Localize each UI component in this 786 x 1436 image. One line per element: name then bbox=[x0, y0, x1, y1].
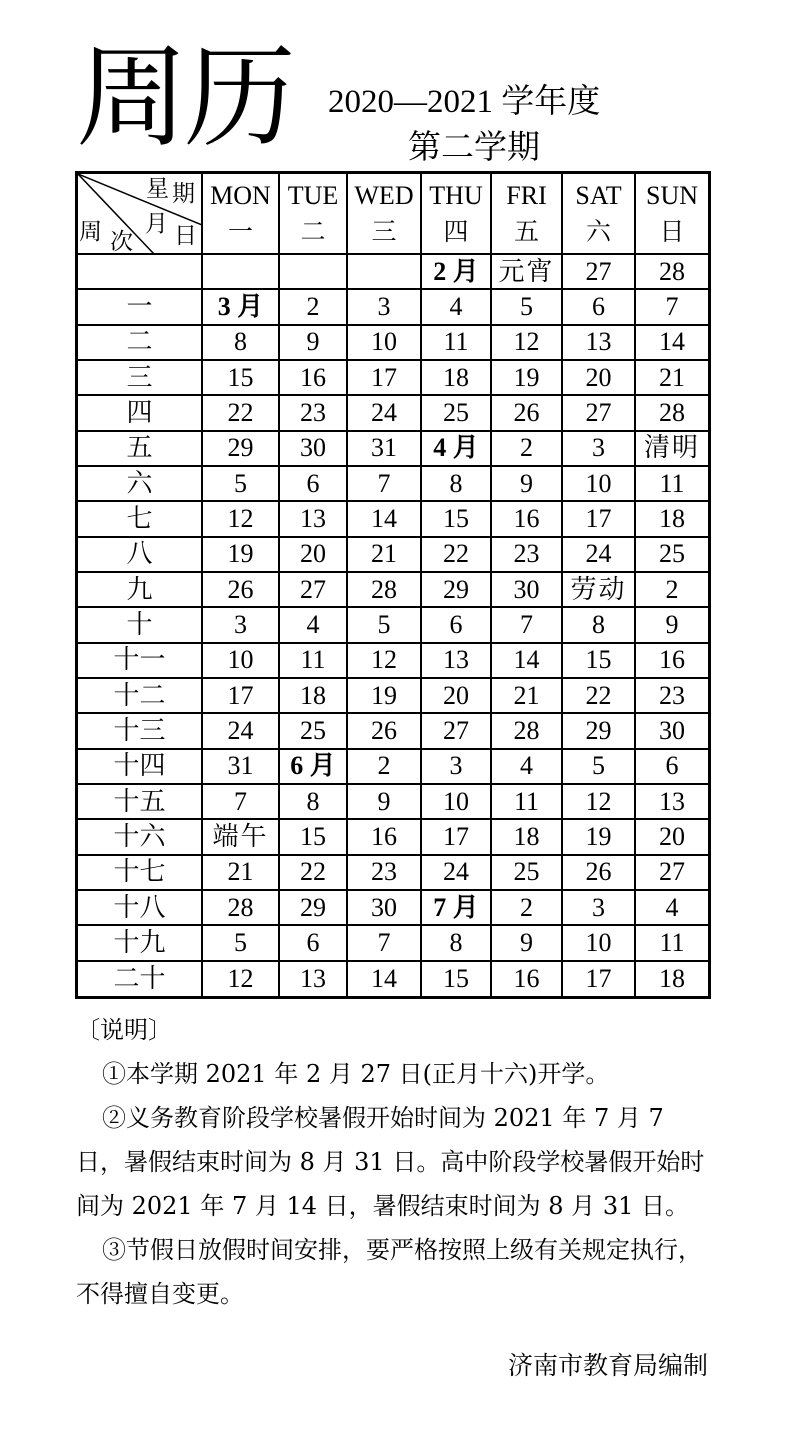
week-number-cell: 五 bbox=[78, 431, 202, 466]
day-cell: 29 bbox=[562, 713, 635, 748]
day-cell: 9 bbox=[635, 607, 708, 642]
week-number-cell: 九 bbox=[78, 572, 202, 607]
holiday-cell: 端午 bbox=[202, 819, 279, 854]
day-cell: 24 bbox=[202, 713, 279, 748]
day-cell: 18 bbox=[421, 360, 491, 395]
day-cell: 30 bbox=[635, 713, 708, 748]
day-cell: 26 bbox=[347, 713, 421, 748]
day-cell: 7 bbox=[347, 925, 421, 960]
column-header-mon: MON 一 bbox=[202, 174, 279, 254]
week-row bbox=[78, 395, 708, 430]
week-row bbox=[78, 572, 708, 607]
week-row bbox=[78, 466, 708, 501]
day-cell: 31 bbox=[347, 431, 421, 466]
day-cell: 9 bbox=[491, 466, 562, 501]
page-title: 周历 bbox=[76, 33, 292, 163]
day-cell: 20 bbox=[279, 537, 347, 572]
day-cell: 21 bbox=[347, 537, 421, 572]
academic-year-title: 2020—2021 学年度 bbox=[328, 84, 601, 120]
corner-label-day: 日 bbox=[174, 223, 197, 249]
day-cell: 22 bbox=[562, 678, 635, 713]
day-cell: 8 bbox=[279, 784, 347, 819]
day-cell: 13 bbox=[635, 784, 708, 819]
day-cell: 10 bbox=[347, 325, 421, 360]
day-cell: 5 bbox=[562, 749, 635, 784]
day-cell: 14 bbox=[347, 501, 421, 536]
day-cell: 18 bbox=[279, 678, 347, 713]
day-cell: 6 bbox=[279, 466, 347, 501]
day-cell: 2 bbox=[491, 431, 562, 466]
day-cell: 5 bbox=[202, 925, 279, 960]
day-cell: 10 bbox=[202, 643, 279, 678]
day-cell: 25 bbox=[635, 537, 708, 572]
day-cell: 13 bbox=[279, 501, 347, 536]
day-cell: 6 bbox=[635, 749, 708, 784]
day-cell: 12 bbox=[202, 961, 279, 996]
day-cell: 30 bbox=[491, 572, 562, 607]
day-cell bbox=[347, 254, 421, 289]
week-number-cell bbox=[78, 254, 202, 289]
corner-label-ci: 次 bbox=[110, 229, 133, 254]
day-cell: 27 bbox=[562, 395, 635, 430]
note-item-1: ①本学期 2021 年 2 月 27 日(正月十六)开学。 bbox=[102, 1060, 610, 1088]
day-cell: 20 bbox=[562, 360, 635, 395]
holiday-cell: 劳动 bbox=[562, 572, 635, 607]
week-number-cell: 二 bbox=[78, 325, 202, 360]
day-cell: 17 bbox=[562, 501, 635, 536]
day-cell: 8 bbox=[421, 466, 491, 501]
day-cell: 25 bbox=[421, 395, 491, 430]
day-cell: 13 bbox=[279, 961, 347, 996]
week-number-cell: 四 bbox=[78, 395, 202, 430]
day-cell: 19 bbox=[491, 360, 562, 395]
day-cell: 21 bbox=[491, 678, 562, 713]
day-cell: 24 bbox=[421, 855, 491, 890]
day-cell: 7 bbox=[202, 784, 279, 819]
day-cell: 7 bbox=[347, 466, 421, 501]
day-cell: 17 bbox=[347, 360, 421, 395]
week-number-cell: 十 bbox=[78, 607, 202, 642]
day-cell: 6 bbox=[279, 925, 347, 960]
month-start-cell: 6 月 bbox=[279, 749, 347, 784]
month-start-cell: 3 月 bbox=[202, 289, 279, 324]
week-calendar-table bbox=[75, 171, 711, 999]
week-number-cell: 一 bbox=[78, 289, 202, 324]
day-cell: 29 bbox=[202, 431, 279, 466]
day-cell: 13 bbox=[421, 643, 491, 678]
day-cell: 23 bbox=[279, 395, 347, 430]
week-number-cell: 八 bbox=[78, 537, 202, 572]
day-cell: 19 bbox=[202, 537, 279, 572]
day-cell: 4 bbox=[421, 289, 491, 324]
month-start-cell: 2 月 bbox=[421, 254, 491, 289]
holiday-cell: 清明 bbox=[635, 431, 708, 466]
day-cell: 7 bbox=[635, 289, 708, 324]
day-cell: 6 bbox=[562, 289, 635, 324]
week-number-cell: 六 bbox=[78, 466, 202, 501]
week-number-cell: 十八 bbox=[78, 890, 202, 925]
week-row bbox=[78, 431, 708, 466]
week-number-cell: 三 bbox=[78, 360, 202, 395]
day-cell: 10 bbox=[562, 466, 635, 501]
day-cell: 24 bbox=[347, 395, 421, 430]
day-cell: 3 bbox=[202, 607, 279, 642]
week-row bbox=[78, 360, 708, 395]
day-cell bbox=[279, 254, 347, 289]
day-cell: 26 bbox=[202, 572, 279, 607]
week-number-cell: 十五 bbox=[78, 784, 202, 819]
week-row bbox=[78, 501, 708, 536]
day-cell: 21 bbox=[635, 360, 708, 395]
corner-label-zhou: 周 bbox=[79, 219, 102, 245]
week-number-cell: 十九 bbox=[78, 925, 202, 960]
day-cell: 15 bbox=[202, 360, 279, 395]
day-cell: 29 bbox=[421, 572, 491, 607]
day-cell: 28 bbox=[347, 572, 421, 607]
day-cell: 27 bbox=[421, 713, 491, 748]
day-cell: 10 bbox=[562, 925, 635, 960]
day-cell: 15 bbox=[421, 961, 491, 996]
day-cell: 3 bbox=[421, 749, 491, 784]
day-cell: 3 bbox=[562, 890, 635, 925]
day-cell: 19 bbox=[347, 678, 421, 713]
month-start-cell: 7 月 bbox=[421, 890, 491, 925]
holiday-cell: 元宵 bbox=[491, 254, 562, 289]
week-row bbox=[78, 607, 708, 642]
day-cell: 18 bbox=[635, 501, 708, 536]
day-cell: 27 bbox=[562, 254, 635, 289]
day-cell: 20 bbox=[421, 678, 491, 713]
week-number-cell: 十六 bbox=[78, 819, 202, 854]
day-cell: 17 bbox=[562, 961, 635, 996]
day-cell: 16 bbox=[635, 643, 708, 678]
week-row bbox=[78, 537, 708, 572]
day-cell: 16 bbox=[491, 961, 562, 996]
corner-label-qi: 期 bbox=[172, 181, 195, 207]
day-cell bbox=[202, 254, 279, 289]
week-number-cell: 十三 bbox=[78, 713, 202, 748]
day-cell: 23 bbox=[347, 855, 421, 890]
week-row bbox=[78, 289, 708, 324]
day-cell: 16 bbox=[347, 819, 421, 854]
week-number-cell: 十七 bbox=[78, 855, 202, 890]
day-cell: 14 bbox=[635, 325, 708, 360]
week-row bbox=[78, 678, 708, 713]
day-cell: 28 bbox=[635, 395, 708, 430]
day-cell: 4 bbox=[491, 749, 562, 784]
day-cell: 22 bbox=[202, 395, 279, 430]
day-cell: 5 bbox=[347, 607, 421, 642]
day-cell: 18 bbox=[491, 819, 562, 854]
day-cell: 17 bbox=[202, 678, 279, 713]
corner-header-cell bbox=[78, 174, 202, 254]
semester-title: 第二学期 bbox=[408, 130, 540, 166]
day-cell: 21 bbox=[202, 855, 279, 890]
day-cell: 29 bbox=[279, 890, 347, 925]
day-cell: 15 bbox=[421, 501, 491, 536]
notes-section bbox=[76, 1008, 716, 1316]
day-cell: 28 bbox=[202, 890, 279, 925]
day-cell: 26 bbox=[491, 395, 562, 430]
day-cell: 5 bbox=[491, 289, 562, 324]
day-cell: 7 bbox=[491, 607, 562, 642]
day-cell: 5 bbox=[202, 466, 279, 501]
day-cell: 26 bbox=[562, 855, 635, 890]
day-cell: 25 bbox=[491, 855, 562, 890]
day-cell: 11 bbox=[421, 325, 491, 360]
day-cell: 30 bbox=[347, 890, 421, 925]
day-cell: 12 bbox=[491, 325, 562, 360]
day-cell: 2 bbox=[491, 890, 562, 925]
day-cell: 19 bbox=[562, 819, 635, 854]
day-cell: 8 bbox=[562, 607, 635, 642]
note-item-2: ②义务教育阶段学校暑假开始时间为 2021 年 7 月 7 日，暑假结束时间为 8 月 31 日。高中阶段学校暑假开始时间为 2021 年 7 月 14 日，暑假结束时间为 8 月 31 日。 bbox=[76, 1104, 705, 1220]
day-cell: 16 bbox=[491, 501, 562, 536]
day-cell: 8 bbox=[202, 325, 279, 360]
day-cell: 20 bbox=[635, 819, 708, 854]
day-cell: 11 bbox=[635, 925, 708, 960]
week-row bbox=[78, 784, 708, 819]
corner-label-month: 月 bbox=[145, 211, 168, 237]
day-cell: 9 bbox=[279, 325, 347, 360]
notes-heading: 〔说明〕 bbox=[76, 1016, 172, 1044]
day-cell: 4 bbox=[279, 607, 347, 642]
day-cell: 30 bbox=[279, 431, 347, 466]
day-cell: 12 bbox=[202, 501, 279, 536]
day-cell: 22 bbox=[279, 855, 347, 890]
week-row bbox=[78, 819, 708, 854]
month-start-cell: 4 月 bbox=[421, 431, 491, 466]
day-cell: 11 bbox=[491, 784, 562, 819]
day-cell: 3 bbox=[347, 289, 421, 324]
day-cell: 27 bbox=[635, 855, 708, 890]
corner-label-xing: 星 bbox=[146, 176, 169, 202]
column-header-thu: THU 四 bbox=[421, 174, 491, 254]
day-cell: 12 bbox=[562, 784, 635, 819]
week-row bbox=[78, 925, 708, 960]
week-row bbox=[78, 643, 708, 678]
day-cell: 4 bbox=[635, 890, 708, 925]
day-cell: 23 bbox=[635, 678, 708, 713]
day-cell: 14 bbox=[491, 643, 562, 678]
day-cell: 10 bbox=[421, 784, 491, 819]
day-cell: 31 bbox=[202, 749, 279, 784]
issuer-signature: 济南市教育局编制 bbox=[507, 1351, 708, 1380]
day-cell: 2 bbox=[279, 289, 347, 324]
week-row bbox=[78, 961, 708, 996]
day-cell: 23 bbox=[491, 537, 562, 572]
week-row bbox=[78, 855, 708, 890]
week-number-cell: 二十 bbox=[78, 961, 202, 996]
day-cell: 16 bbox=[279, 360, 347, 395]
week-row bbox=[78, 325, 708, 360]
day-cell: 6 bbox=[421, 607, 491, 642]
day-cell: 18 bbox=[635, 961, 708, 996]
week-row bbox=[78, 254, 708, 289]
day-cell: 15 bbox=[562, 643, 635, 678]
week-number-cell: 十一 bbox=[78, 643, 202, 678]
week-row bbox=[78, 713, 708, 748]
week-row bbox=[78, 749, 708, 784]
day-cell: 12 bbox=[347, 643, 421, 678]
day-cell: 28 bbox=[635, 254, 708, 289]
day-cell: 9 bbox=[491, 925, 562, 960]
day-cell: 11 bbox=[635, 466, 708, 501]
day-cell: 17 bbox=[421, 819, 491, 854]
day-cell: 3 bbox=[562, 431, 635, 466]
day-cell: 13 bbox=[562, 325, 635, 360]
column-header-wed: WED 三 bbox=[347, 174, 421, 254]
header-row bbox=[78, 174, 708, 254]
week-row bbox=[78, 890, 708, 925]
week-number-cell: 十二 bbox=[78, 678, 202, 713]
day-cell: 2 bbox=[635, 572, 708, 607]
week-number-cell: 十四 bbox=[78, 749, 202, 784]
note-item-3: ③节假日放假时间安排，要严格按照上级有关规定执行，不得擅自变更。 bbox=[76, 1236, 702, 1308]
column-header-tue: TUE 二 bbox=[279, 174, 347, 254]
day-cell: 27 bbox=[279, 572, 347, 607]
day-cell: 22 bbox=[421, 537, 491, 572]
day-cell: 2 bbox=[347, 749, 421, 784]
day-cell: 9 bbox=[347, 784, 421, 819]
day-cell: 25 bbox=[279, 713, 347, 748]
day-cell: 15 bbox=[279, 819, 347, 854]
day-cell: 14 bbox=[347, 961, 421, 996]
day-cell: 8 bbox=[421, 925, 491, 960]
column-header-fri: FRI 五 bbox=[491, 174, 562, 254]
column-header-sat: SAT 六 bbox=[562, 174, 635, 254]
day-cell: 24 bbox=[562, 537, 635, 572]
column-header-sun: SUN 日 bbox=[635, 174, 708, 254]
day-cell: 28 bbox=[491, 713, 562, 748]
week-number-cell: 七 bbox=[78, 501, 202, 536]
day-cell: 11 bbox=[279, 643, 347, 678]
